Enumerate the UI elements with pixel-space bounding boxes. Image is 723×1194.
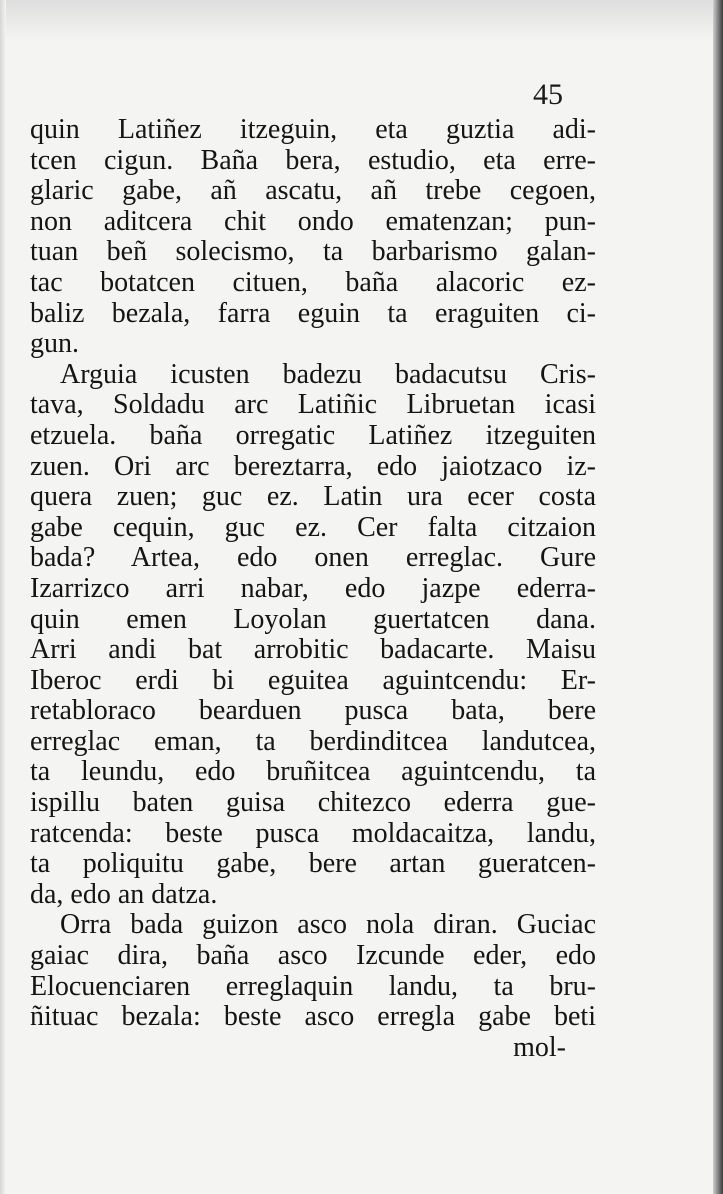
text-line: erreglac eman, ta berdinditcea landutcea, — [30, 725, 596, 757]
text-line: da, edo an datza. — [30, 878, 218, 910]
text-line: gun. — [30, 328, 79, 360]
text-line: Iberoc erdi bi eguitea aguintcendu: Er- — [30, 664, 596, 696]
text-line: baliz bezala, farra eguin ta eraguiten ci- — [30, 297, 596, 329]
body-text — [30, 115, 596, 1063]
page-number: 45 — [533, 78, 563, 111]
text-line: Orra bada guizon asco nola diran. Guciac — [60, 909, 596, 941]
text-line: tac botatcen cituen, baña alacoric ez- — [30, 266, 596, 298]
text-line: gaiac dira, baña asco Izcunde eder, edo — [30, 940, 596, 972]
text-line: Elocuenciaren erreglaquin landu, ta bru- — [30, 970, 596, 1002]
paragraph-1 — [30, 115, 596, 360]
text-line: ispillu baten guisa chitezco ederra gue- — [30, 787, 596, 819]
text-line: quin Latiñez itzeguin, eta guztia adi- — [30, 114, 596, 145]
text-line: retabloraco bearduen pusca bata, bere — [30, 695, 596, 727]
catchword: mol- — [513, 1031, 566, 1063]
text-line: ñituac bezala: beste asco erregla gabe beti — [30, 1001, 596, 1033]
text-line: zuen. Ori arc bereztarra, edo jaiotzaco iz- — [30, 450, 596, 482]
text-line: Izarrizco arri nabar, edo jazpe ederra- — [30, 572, 596, 604]
page-top-shadow — [0, 0, 723, 40]
text-line: gabe cequin, guc ez. Cer falta citzaion — [30, 511, 596, 543]
text-line: bada? Artea, edo onen erreglac. Gure — [30, 542, 596, 574]
text-line: glaric gabe, añ ascatu, añ trebe cegoen, — [30, 175, 596, 207]
text-line: tcen cigun. Baña bera, estudio, eta erre- — [30, 144, 596, 176]
paragraph-3 — [30, 910, 596, 1032]
text-line: Arri andi bat arrobitic badacarte. Maisu — [30, 634, 596, 666]
page-left-shadow — [0, 0, 6, 1194]
paragraph-2 — [30, 360, 596, 911]
text-line: ta poliquitu gabe, bere artan gueratcen- — [30, 848, 596, 880]
text-line: etzuela. baña orregatic Latiñez itzeguiten — [30, 419, 596, 451]
text-line: non aditcera chit ondo ematenzan; pun- — [30, 205, 596, 237]
text-line: tava, Soldadu arc Latiñic Libruetan icasi — [30, 389, 596, 421]
text-line: quera zuen; guc ez. Latin ura ecer costa — [30, 481, 596, 513]
text-line: quin emen Loyolan guertatcen dana. — [30, 603, 596, 635]
text-line: ratcenda: beste pusca moldacaitza, landu, — [30, 817, 596, 849]
text-line: ta leundu, edo bruñitcea aguintcendu, ta — [30, 756, 596, 788]
text-line: tuan beñ solecismo, ta barbarismo galan- — [30, 236, 596, 268]
page-right-edge — [713, 0, 723, 1194]
text-line: Arguia icusten badezu badacutsu Cris- — [60, 358, 596, 390]
